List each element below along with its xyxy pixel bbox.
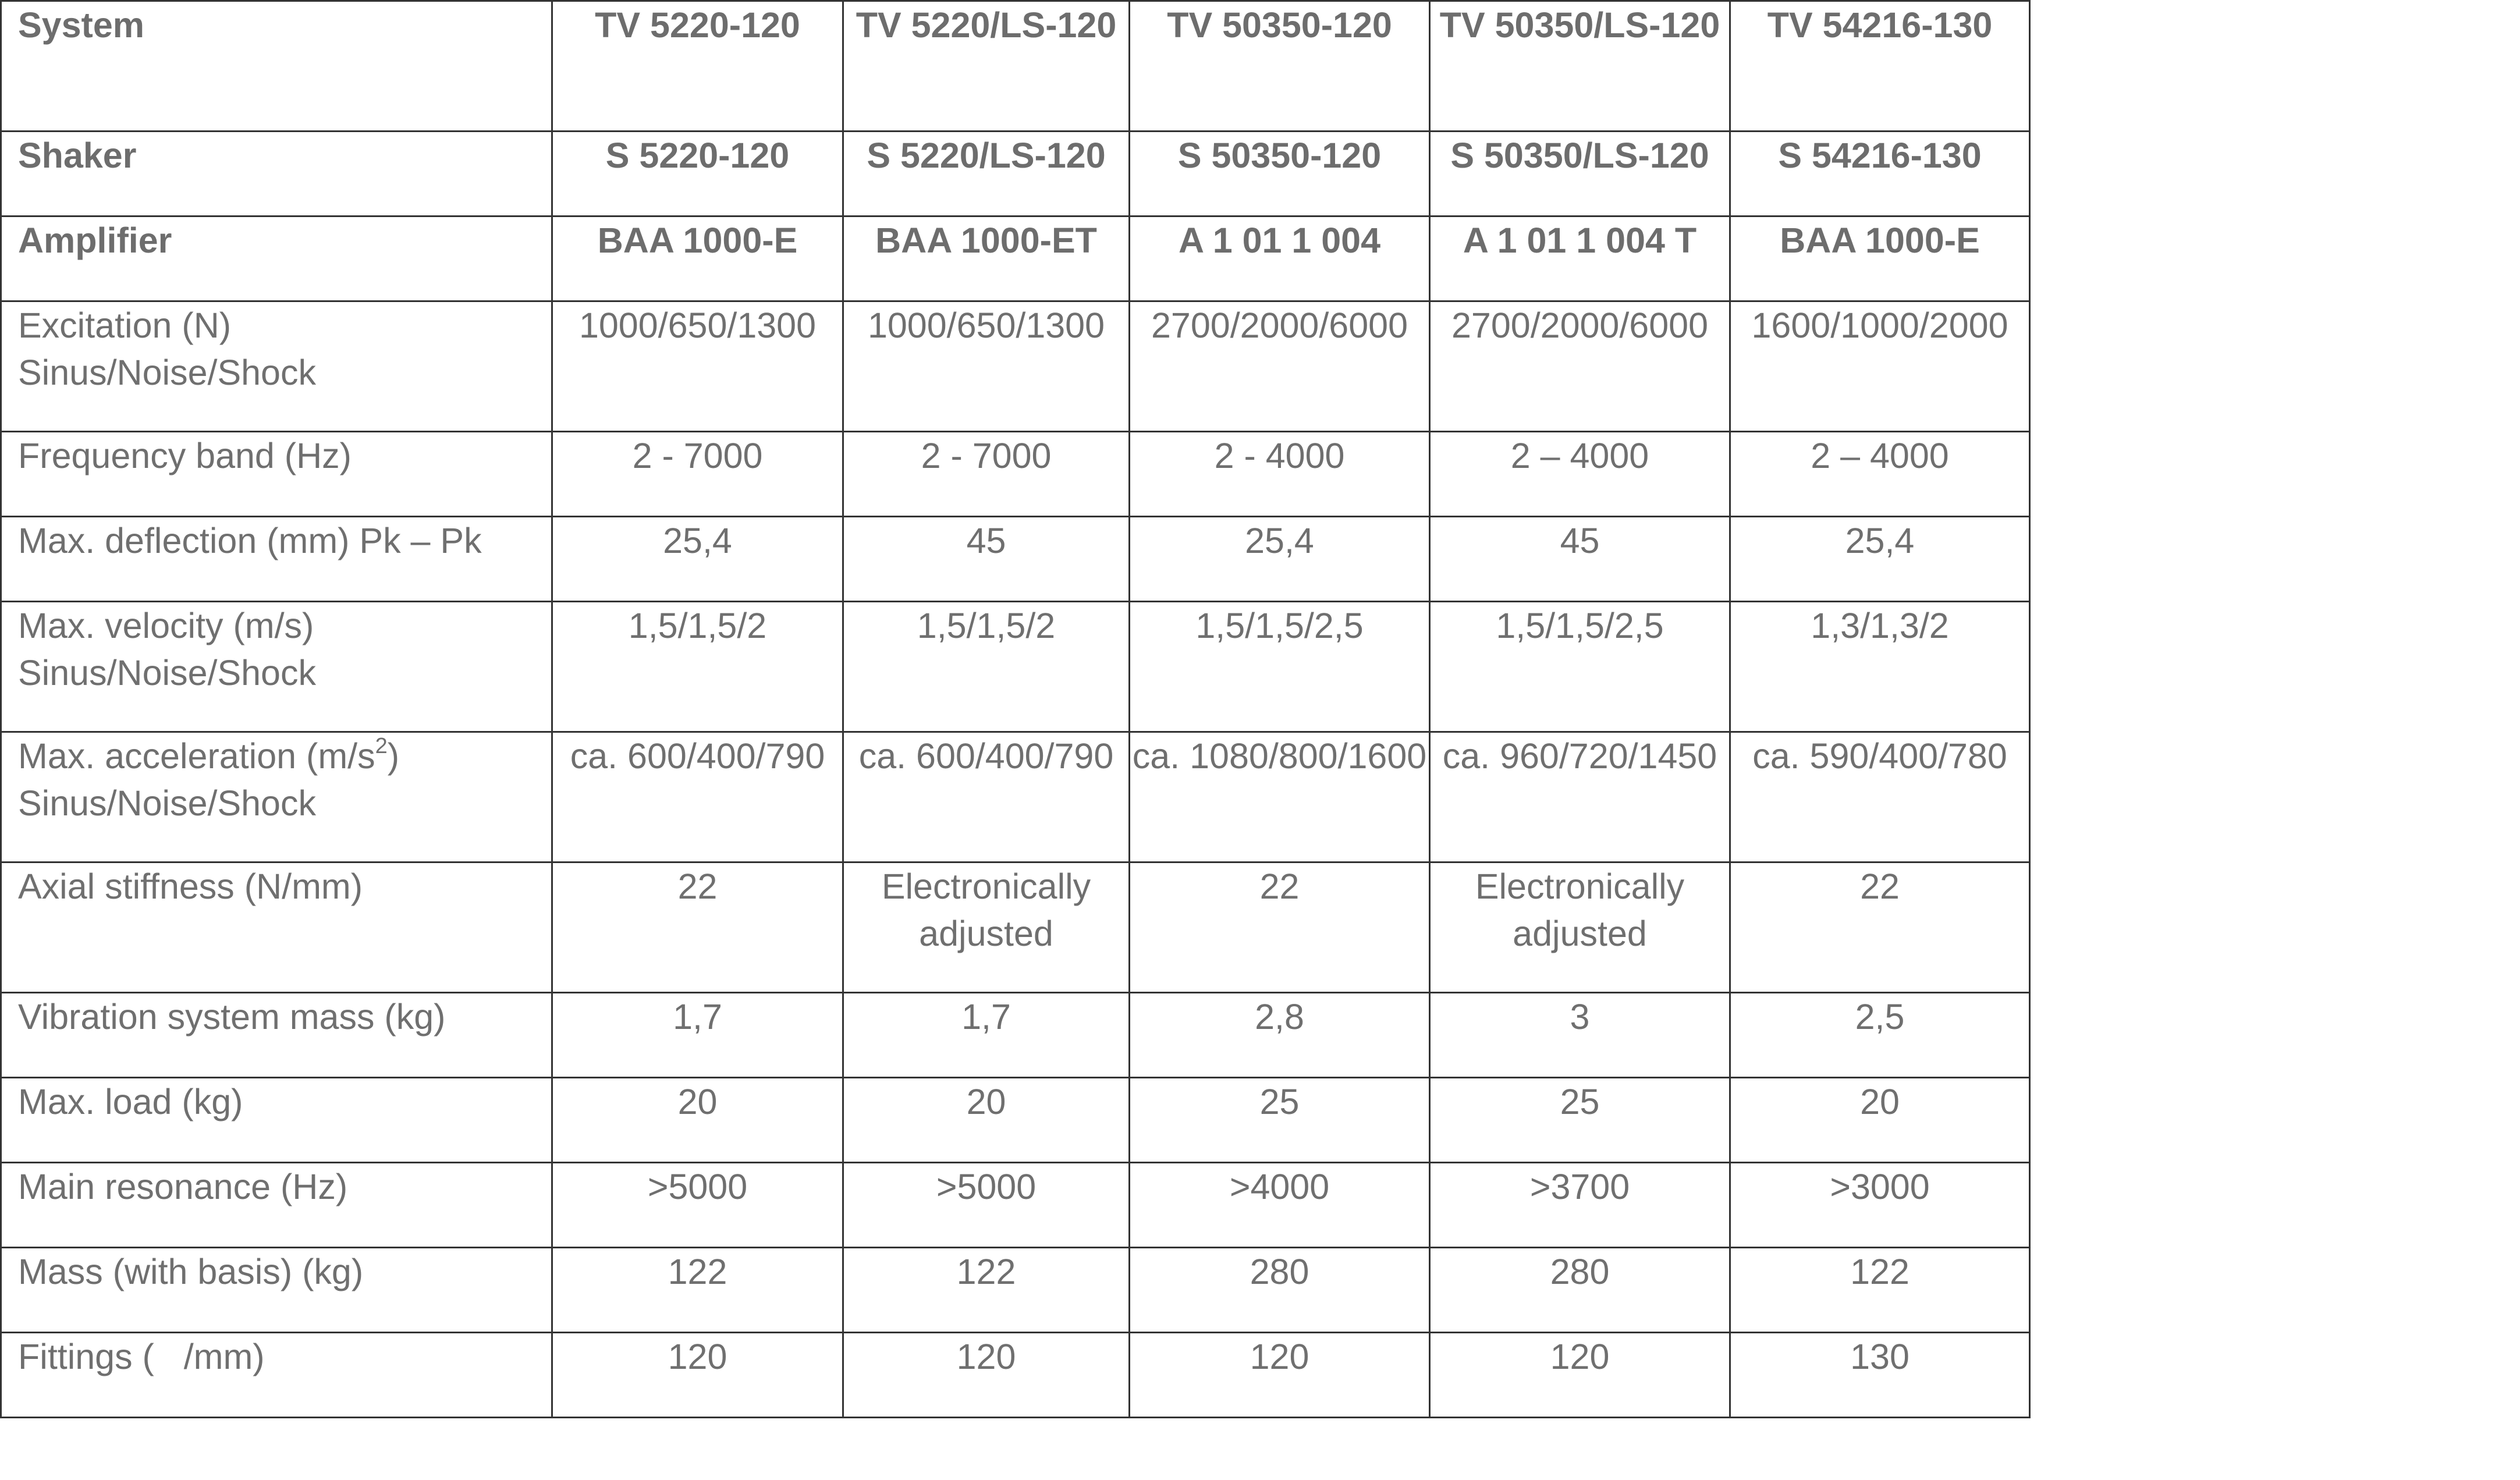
table-cell: ca. 960/720/1450 bbox=[1430, 732, 1730, 863]
row-label-text: Max. acceleration (m/s bbox=[18, 736, 375, 776]
table-cell: A 1 01 1 004 T bbox=[1430, 217, 1730, 301]
superscript: 2 bbox=[375, 734, 388, 758]
table-cell: 1000/650/1300 bbox=[552, 301, 843, 432]
table-cell: 2700/2000/6000 bbox=[1430, 301, 1730, 432]
table-cell: 130 bbox=[1730, 1333, 2030, 1418]
table-row-max-deflection bbox=[1, 517, 2030, 602]
table-cell: ca. 600/400/790 bbox=[552, 732, 843, 863]
table-row-shaker bbox=[1, 132, 2030, 217]
table-cell: 45 bbox=[1430, 517, 1730, 602]
table-cell: >4000 bbox=[1130, 1163, 1430, 1248]
table-cell: 120 bbox=[552, 1333, 843, 1418]
table-cell: TV 50350/LS-120 bbox=[1430, 1, 1730, 132]
table-cell: 1,5/1,5/2,5 bbox=[1130, 602, 1430, 732]
table-cell: BAA 1000-ET bbox=[843, 217, 1130, 301]
table-cell: Electronically adjusted bbox=[1430, 863, 1730, 993]
row-label-line bbox=[18, 733, 551, 780]
table-cell: 1000/650/1300 bbox=[843, 301, 1130, 432]
table-cell: >5000 bbox=[843, 1163, 1130, 1248]
table-cell: BAA 1000-E bbox=[1730, 217, 2030, 301]
row-label: Mass (with basis) (kg) bbox=[1, 1248, 552, 1333]
table-row-fittings bbox=[1, 1333, 2030, 1418]
table-cell: 2700/2000/6000 bbox=[1130, 301, 1430, 432]
table-row-frequency-band bbox=[1, 432, 2030, 517]
row-label-line: Excitation (N) bbox=[18, 306, 232, 345]
row-label: Vibration system mass (kg) bbox=[1, 993, 552, 1078]
row-label bbox=[1, 301, 552, 432]
table-cell: TV 54216-130 bbox=[1730, 1, 2030, 132]
table-cell: 120 bbox=[1430, 1333, 1730, 1418]
table-cell: BAA 1000-E bbox=[552, 217, 843, 301]
row-label-text: ) bbox=[387, 736, 400, 776]
table-cell: 280 bbox=[1430, 1248, 1730, 1333]
table-cell: >5000 bbox=[552, 1163, 843, 1248]
row-label-line: Max. velocity (m/s) bbox=[18, 606, 314, 645]
table-cell: S 50350/LS-120 bbox=[1430, 132, 1730, 217]
row-label-line: Sinus/Noise/Shock bbox=[18, 653, 316, 693]
table-row-amplifier bbox=[1, 217, 2030, 301]
table-cell: 25,4 bbox=[552, 517, 843, 602]
table-cell: 1,5/1,5/2,5 bbox=[1430, 602, 1730, 732]
table-cell: 22 bbox=[1130, 863, 1430, 993]
table-row-excitation bbox=[1, 301, 2030, 432]
table-cell: 2 – 4000 bbox=[1430, 432, 1730, 517]
table-cell: TV 5220/LS-120 bbox=[843, 1, 1130, 132]
table-cell: 122 bbox=[843, 1248, 1130, 1333]
table-cell: 25 bbox=[1130, 1078, 1430, 1163]
table-cell: 3 bbox=[1430, 993, 1730, 1078]
row-label: Max. load (kg) bbox=[1, 1078, 552, 1163]
table-cell: 1600/1000/2000 bbox=[1730, 301, 2030, 432]
table-cell: 1,7 bbox=[843, 993, 1130, 1078]
table-cell: ca. 590/400/780 bbox=[1730, 732, 2030, 863]
table-cell: 25,4 bbox=[1730, 517, 2030, 602]
row-label: System bbox=[1, 1, 552, 132]
table-cell: 280 bbox=[1130, 1248, 1430, 1333]
table-cell: 1,7 bbox=[552, 993, 843, 1078]
table-cell: 122 bbox=[1730, 1248, 2030, 1333]
table-cell: Electronically adjusted bbox=[843, 863, 1130, 993]
table-row-system bbox=[1, 1, 2030, 132]
row-label: Axial stiffness (N/mm) bbox=[1, 863, 552, 993]
table-cell: 120 bbox=[1130, 1333, 1430, 1418]
table-cell: TV 50350-120 bbox=[1130, 1, 1430, 132]
table-cell: 2,8 bbox=[1130, 993, 1430, 1078]
table-row-vibration-system-mass bbox=[1, 993, 2030, 1078]
table-cell: 1,3/1,3/2 bbox=[1730, 602, 2030, 732]
row-label bbox=[1, 602, 552, 732]
table-row-axial-stiffness bbox=[1, 863, 2030, 993]
table-cell: S 50350-120 bbox=[1130, 132, 1430, 217]
table-row-main-resonance bbox=[1, 1163, 2030, 1248]
row-label: Amplifier bbox=[1, 217, 552, 301]
table-cell: 22 bbox=[1730, 863, 2030, 993]
table-cell: 2 - 4000 bbox=[1130, 432, 1430, 517]
table-cell: S 5220/LS-120 bbox=[843, 132, 1130, 217]
row-label: Max. deflection (mm) Pk – Pk bbox=[1, 517, 552, 602]
table-row-max-load bbox=[1, 1078, 2030, 1163]
table-cell: >3000 bbox=[1730, 1163, 2030, 1248]
row-label: Frequency band (Hz) bbox=[1, 432, 552, 517]
table-row-max-velocity bbox=[1, 602, 2030, 732]
row-label bbox=[1, 732, 552, 863]
table-cell: 1,5/1,5/2 bbox=[552, 602, 843, 732]
table-row-mass-with-basis bbox=[1, 1248, 2030, 1333]
table-cell: 120 bbox=[843, 1333, 1130, 1418]
row-label-line: Sinus/Noise/Shock bbox=[18, 353, 316, 392]
table-cell: 122 bbox=[552, 1248, 843, 1333]
table-cell: S 5220-120 bbox=[552, 132, 843, 217]
row-label: Fittings ( /mm) bbox=[1, 1333, 552, 1418]
table-cell: ca. 1080/800/1600 bbox=[1130, 732, 1430, 863]
table-cell: 2 – 4000 bbox=[1730, 432, 2030, 517]
table-cell: 25,4 bbox=[1130, 517, 1430, 602]
table-cell: TV 5220-120 bbox=[552, 1, 843, 132]
table-cell: 20 bbox=[552, 1078, 843, 1163]
table-cell: 2,5 bbox=[1730, 993, 2030, 1078]
table-cell: S 54216-130 bbox=[1730, 132, 2030, 217]
table-cell: 22 bbox=[552, 863, 843, 993]
row-label: Main resonance (Hz) bbox=[1, 1163, 552, 1248]
table-cell: 45 bbox=[843, 517, 1130, 602]
table-cell: 2 - 7000 bbox=[843, 432, 1130, 517]
table-cell: ca. 600/400/790 bbox=[843, 732, 1130, 863]
table-cell: >3700 bbox=[1430, 1163, 1730, 1248]
table-row-max-acceleration bbox=[1, 732, 2030, 863]
row-label-line: Sinus/Noise/Shock bbox=[18, 783, 316, 823]
table-cell: 20 bbox=[843, 1078, 1130, 1163]
table-cell: A 1 01 1 004 bbox=[1130, 217, 1430, 301]
row-label: Shaker bbox=[1, 132, 552, 217]
table-cell: 25 bbox=[1430, 1078, 1730, 1163]
table-cell: 1,5/1,5/2 bbox=[843, 602, 1130, 732]
table-cell: 2 - 7000 bbox=[552, 432, 843, 517]
table-cell: 20 bbox=[1730, 1078, 2030, 1163]
